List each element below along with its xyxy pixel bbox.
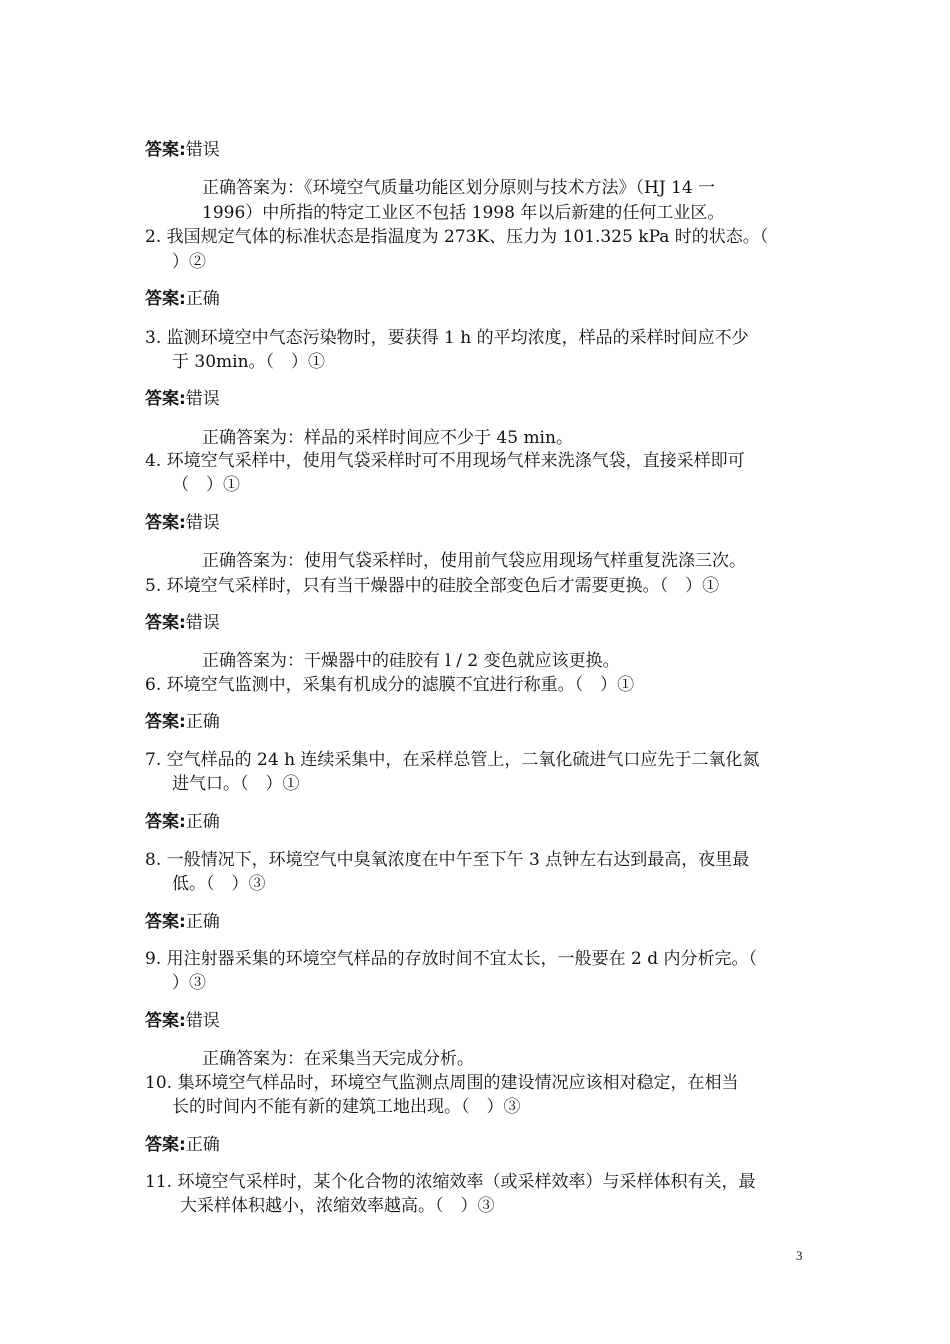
question-line: 6. 环境空气监测中，采集有机成分的滤膜不宜进行称重。（ ）① bbox=[145, 675, 635, 695]
correction-line: 正确答案为：《环境空气质量功能区划分原则与技术方法》（HJ 14 一 bbox=[202, 178, 716, 198]
answer-value: 正确 bbox=[185, 912, 220, 932]
answer-value: 错误 bbox=[185, 613, 220, 633]
answer-value: 错误 bbox=[185, 513, 220, 533]
answer-line bbox=[145, 138, 220, 162]
answer-value: 错误 bbox=[185, 1011, 220, 1031]
answer-line bbox=[145, 910, 220, 934]
question-line: ）② bbox=[172, 252, 206, 272]
answer-label: 答案: bbox=[145, 289, 186, 309]
question-line: 9. 用注射器采集的环境空气样品的存放时间不宜太长，一般要在 2 d 内分析完。（ bbox=[145, 949, 758, 969]
answer-line bbox=[145, 511, 220, 535]
question-line: 大采样体积越小，浓缩效率越高。（ ）③ bbox=[180, 1196, 495, 1216]
question-line: 3. 监测环境空中气态污染物时，要获得 1 h 的平均浓度，样品的采样时间应不少 bbox=[145, 328, 749, 348]
question-line: （ ）① bbox=[172, 475, 240, 495]
question-line: 2. 我国规定气体的标准状态是指温度为 273K、压力为 101.325 kPa 时的状态。（ bbox=[145, 227, 769, 247]
answer-label: 答案: bbox=[145, 712, 186, 732]
answer-value: 错误 bbox=[185, 389, 220, 409]
answer-line bbox=[145, 710, 220, 734]
answer-label: 答案: bbox=[145, 613, 186, 633]
answer-label: 答案: bbox=[145, 513, 186, 533]
answer-line bbox=[145, 611, 220, 635]
answer-line bbox=[145, 810, 220, 834]
question-line: 5. 环境空气采样时，只有当干燥器中的硅胶全部变色后才需要更换。（ ）① bbox=[145, 576, 720, 596]
answer-value: 正确 bbox=[185, 712, 220, 732]
question-line: 进气口。（ ）① bbox=[172, 774, 300, 794]
correction-line: 正确答案为：使用气袋采样时，使用前气袋应用现场气样重复洗涤三次。 bbox=[202, 551, 746, 571]
correction-line: 1996）中所指的特定工业区不包括 1998 年以后新建的任何工业区。 bbox=[202, 203, 725, 223]
question-line: 4. 环境空气采样中，使用气袋采样时可不用现场气样来洗涤气袋，直接采样即可 bbox=[145, 451, 745, 471]
answer-label: 答案: bbox=[145, 812, 186, 832]
answer-label: 答案: bbox=[145, 1135, 186, 1155]
answer-label: 答案: bbox=[145, 1011, 186, 1031]
correction-line: 正确答案为：样品的采样时间应不少于 45 min。 bbox=[202, 428, 573, 448]
answer-value: 正确 bbox=[185, 812, 220, 832]
answer-line bbox=[145, 287, 220, 311]
question-line: 11. 环境空气采样时，某个化合物的浓缩效率（或采样效率）与采样体积有关，最 bbox=[145, 1172, 756, 1192]
answer-value: 错误 bbox=[185, 140, 220, 160]
correction-line: 正确答案为：在采集当天完成分析。 bbox=[202, 1049, 474, 1069]
question-line: 8. 一般情况下，环境空气中臭氧浓度在中午至下午 3 点钟左右达到最高，夜里最 bbox=[145, 850, 750, 870]
answer-label: 答案: bbox=[145, 389, 186, 409]
question-line: 10. 集环境空气样品时，环境空气监测点周围的建设情况应该相对稳定，在相当 bbox=[145, 1073, 739, 1093]
answer-label: 答案: bbox=[145, 912, 186, 932]
question-line: 于 30min。（ ）① bbox=[172, 352, 326, 372]
question-line: 低。（ ）③ bbox=[172, 874, 266, 894]
answer-label: 答案: bbox=[145, 140, 186, 160]
correction-line: 正确答案为：干燥器中的硅胶有 l / 2 变色就应该更换。 bbox=[202, 651, 620, 671]
answer-value: 正确 bbox=[185, 289, 220, 309]
question-line: 7. 空气样品的 24 h 连续采集中，在采样总管上，二氧化硫进气口应先于二氧化氮 bbox=[145, 750, 760, 770]
answer-value: 正确 bbox=[185, 1135, 220, 1155]
page-number: 3 bbox=[796, 1248, 803, 1263]
question-line: 长的时间内不能有新的建筑工地出现。（ ）③ bbox=[172, 1097, 521, 1117]
question-line: ）③ bbox=[172, 973, 206, 993]
answer-line bbox=[145, 1009, 220, 1033]
answer-line bbox=[145, 1133, 220, 1157]
answer-line bbox=[145, 387, 220, 411]
